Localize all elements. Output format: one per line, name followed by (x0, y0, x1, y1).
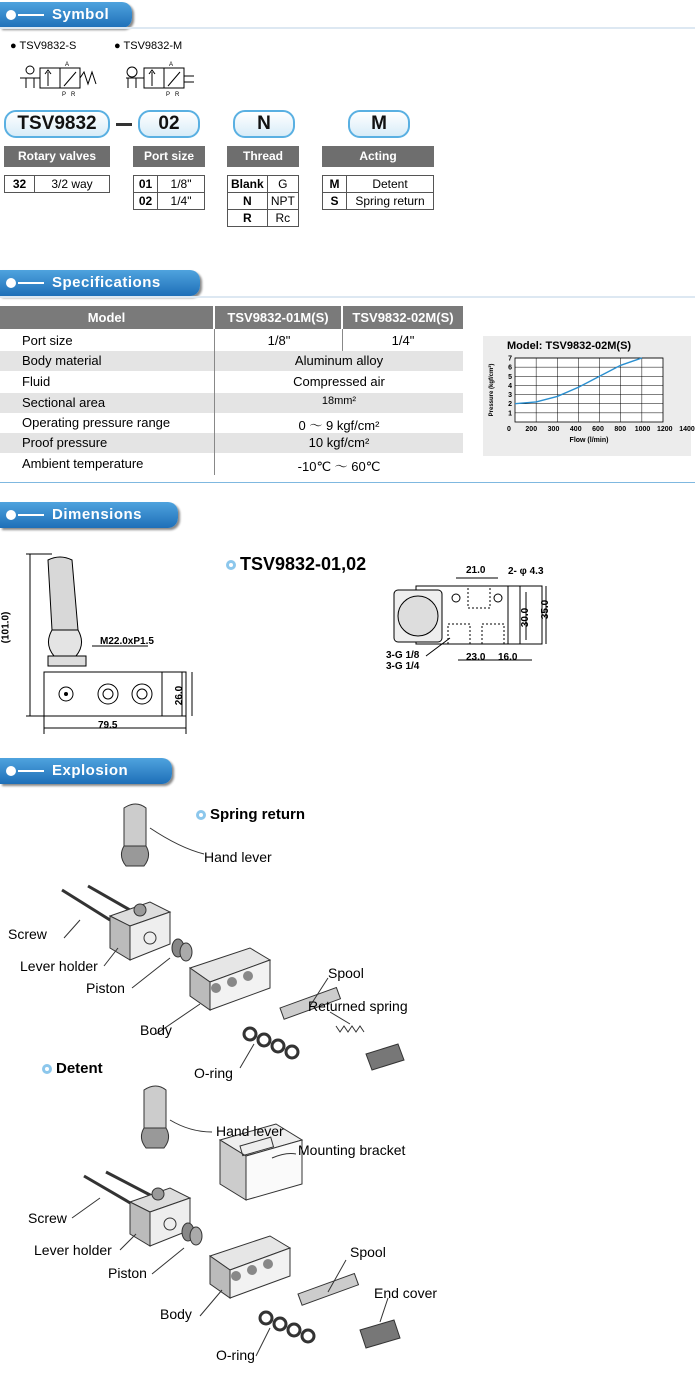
section-title: Specifications (52, 274, 161, 291)
dim-30: 30.0 (520, 607, 532, 628)
x-tick-label: 800 (614, 426, 627, 433)
y-tick-label: 4 (508, 382, 512, 390)
table-row (0, 413, 463, 433)
bullet-icon (226, 560, 236, 570)
label-spool: Spool (350, 1244, 386, 1260)
symbol-variant-m: ● TSV9832-M (114, 40, 183, 52)
spec-header-model: Model (0, 306, 213, 329)
dash-line (18, 282, 44, 284)
table-row (0, 351, 463, 371)
dash-line (18, 514, 44, 516)
section-tab-specifications (0, 270, 200, 296)
section-tab-explosion (0, 758, 172, 784)
port-a: A (65, 62, 70, 68)
table-row (323, 193, 434, 210)
plot-area (515, 358, 663, 422)
spec-name: Sectional area (22, 395, 106, 410)
label-lever-holder: Lever holder (34, 1242, 112, 1258)
spec-value: 0 ～ 9 kgf/cm² (298, 418, 380, 433)
label-mounting-bracket: Mounting bracket (298, 1142, 406, 1158)
flow-chart-panel (483, 336, 695, 456)
spec-value: 1/4" (391, 333, 415, 348)
label-lever-holder: Lever holder (20, 958, 98, 974)
column-divider (214, 329, 215, 475)
code-value: 3/2 way (35, 176, 110, 193)
x-tick-label: 1400 (679, 426, 695, 433)
table-row (5, 176, 110, 193)
label-hand-lever: Hand lever (204, 849, 272, 865)
bullet-icon (6, 278, 16, 288)
dim-thread-note: M22.0xP1.5 (100, 636, 154, 647)
code-value: Detent (347, 176, 434, 193)
dim-length: 79.5 (98, 720, 118, 731)
code-value: Rc (267, 210, 298, 227)
dash-line (18, 770, 44, 772)
y-tick-label: 6 (508, 364, 512, 372)
dim-port-note-2: 3-G 1/4 (386, 661, 420, 672)
label-returned-spring: Returned spring (308, 998, 408, 1014)
table-row (134, 193, 205, 210)
code-separator (116, 123, 132, 126)
column-divider (342, 329, 343, 351)
code-key: 02 (134, 193, 158, 210)
dim-holes: 2- φ 4.3 (508, 566, 544, 577)
code-value: 1/4" (158, 193, 205, 210)
section-tab-dimensions (0, 502, 178, 528)
spec-name: Port size (22, 333, 73, 348)
x-tick-label: 1000 (634, 426, 651, 433)
code-pill-base: TSV9832 (4, 110, 110, 138)
label-body: Body (140, 1022, 172, 1038)
bullet-icon (6, 766, 16, 776)
table-row (0, 454, 463, 474)
bullet-icon (6, 10, 16, 20)
table-row (0, 372, 463, 392)
table-row (228, 176, 299, 193)
rotary-header: Rotary valves (4, 146, 110, 167)
code-pill-thread: N (233, 110, 295, 138)
table-row (0, 331, 463, 351)
dim-body-height: 26.0 (174, 685, 186, 706)
dim-height-total: (101.0) (0, 611, 12, 644)
table-row (0, 433, 463, 453)
rotary-table (4, 175, 110, 193)
subsection-title: Detent (56, 1060, 103, 1077)
port-r: R (175, 92, 180, 98)
code-pill-port: 02 (138, 110, 200, 138)
label-screw: Screw (8, 926, 47, 942)
y-tick-label: 5 (508, 373, 512, 381)
variant-label: TSV9832-M (123, 40, 183, 52)
code-value: G (267, 176, 298, 193)
code-key: M (323, 176, 347, 193)
dim-21: 21.0 (466, 565, 486, 576)
x-tick-label: 200 (525, 426, 538, 433)
code-key: N (228, 193, 268, 210)
spec-name: Proof pressure (22, 435, 108, 450)
symbol-variant-s: ● TSV9832-S (10, 40, 77, 52)
spec-name: Ambient temperature (22, 456, 144, 471)
label-spool: Spool (328, 965, 364, 981)
port-a: A (169, 62, 174, 68)
y-tick-label: 7 (508, 355, 512, 363)
valve-symbol-m-icon (120, 56, 200, 98)
variant-label: TSV9832-S (19, 40, 77, 52)
valve-symbol-s-icon (18, 56, 102, 98)
label-end-cover: End cover (374, 1285, 438, 1301)
dim-35: 35.0 (540, 599, 552, 620)
table-row (0, 393, 463, 413)
code-key: 01 (134, 176, 158, 193)
dim-23: 23.0 (466, 652, 486, 663)
dim-port-note-1: 3-G 1/8 (386, 650, 420, 661)
section-tab-symbol (0, 2, 132, 28)
code-value: 1/8" (158, 176, 205, 193)
table-row (228, 193, 299, 210)
table-row (134, 176, 205, 193)
y-tick-label: 3 (508, 392, 512, 400)
divider (0, 27, 695, 29)
spec-value: Aluminum alloy (294, 353, 384, 368)
spec-name: Fluid (22, 374, 51, 389)
model-title-text: TSV9832-01,02 (240, 554, 367, 574)
section-title: Dimensions (52, 506, 143, 523)
chart-title: Model: TSV9832-02M(S) (507, 340, 632, 352)
spec-value: Compressed air (293, 374, 385, 389)
y-axis-label: Pressure (kgf/cm²) (489, 363, 495, 417)
x-tick-label: 600 (592, 426, 604, 433)
divider (0, 482, 695, 483)
section-title: Symbol (52, 6, 110, 23)
x-tick-label: 400 (569, 426, 582, 433)
label-piston: Piston (86, 980, 125, 996)
x-tick-label: 1200 (656, 426, 673, 433)
spec-header-col2: TSV9832-02M(S) (343, 306, 463, 329)
acting-header: Acting (322, 146, 434, 167)
label-piston: Piston (108, 1265, 147, 1281)
label-oring: O-ring (194, 1065, 233, 1081)
acting-table (322, 175, 434, 210)
label-screw: Screw (28, 1210, 67, 1226)
dim-16: 16.0 (498, 652, 518, 663)
y-tick-label: 1 (508, 410, 512, 418)
spec-value: -10℃ ～ 60℃ (297, 459, 381, 474)
code-value: NPT (267, 193, 298, 210)
x-tick-label: 300 (547, 426, 560, 433)
detent-title (42, 1060, 103, 1077)
dash-line (18, 14, 44, 16)
subsection-title: Spring return (210, 806, 306, 823)
port-p: P (62, 92, 67, 98)
thread-table (227, 175, 299, 227)
spec-name: Body material (22, 353, 102, 368)
port-p: P (166, 92, 171, 98)
label-body: Body (160, 1306, 192, 1322)
label-oring: O-ring (216, 1347, 255, 1363)
spring-return-exploded-view (40, 798, 420, 1088)
dimensions-model-title (226, 554, 366, 575)
spec-header-col1: TSV9832-01M(S) (215, 306, 341, 329)
code-key: Blank (228, 176, 268, 193)
code-value: Spring return (347, 193, 434, 210)
section-title: Explosion (52, 762, 129, 779)
spec-value: 1/8" (267, 333, 291, 348)
table-row (323, 176, 434, 193)
bullet-icon (6, 510, 16, 520)
divider (0, 296, 695, 298)
flow-chart (483, 336, 695, 456)
code-key: 32 (5, 176, 35, 193)
table-row (228, 210, 299, 227)
label-hand-lever: Hand lever (216, 1123, 284, 1139)
port-table (133, 175, 205, 210)
spec-value: 18mm² (321, 395, 357, 407)
x-axis-label: Flow (l/min) (569, 437, 609, 444)
code-key: S (323, 193, 347, 210)
x-tick-label: 0 (507, 426, 511, 433)
thread-header: Thread (227, 146, 299, 167)
port-r: R (71, 92, 76, 98)
spec-value: 10 kgf/cm² (308, 435, 370, 450)
code-key: R (228, 210, 268, 227)
bullet-icon (42, 1064, 52, 1074)
code-pill-acting: M (348, 110, 410, 138)
spec-name: Operating pressure range (22, 415, 171, 430)
y-tick-label: 2 (508, 401, 512, 409)
port-header: Port size (133, 146, 205, 167)
